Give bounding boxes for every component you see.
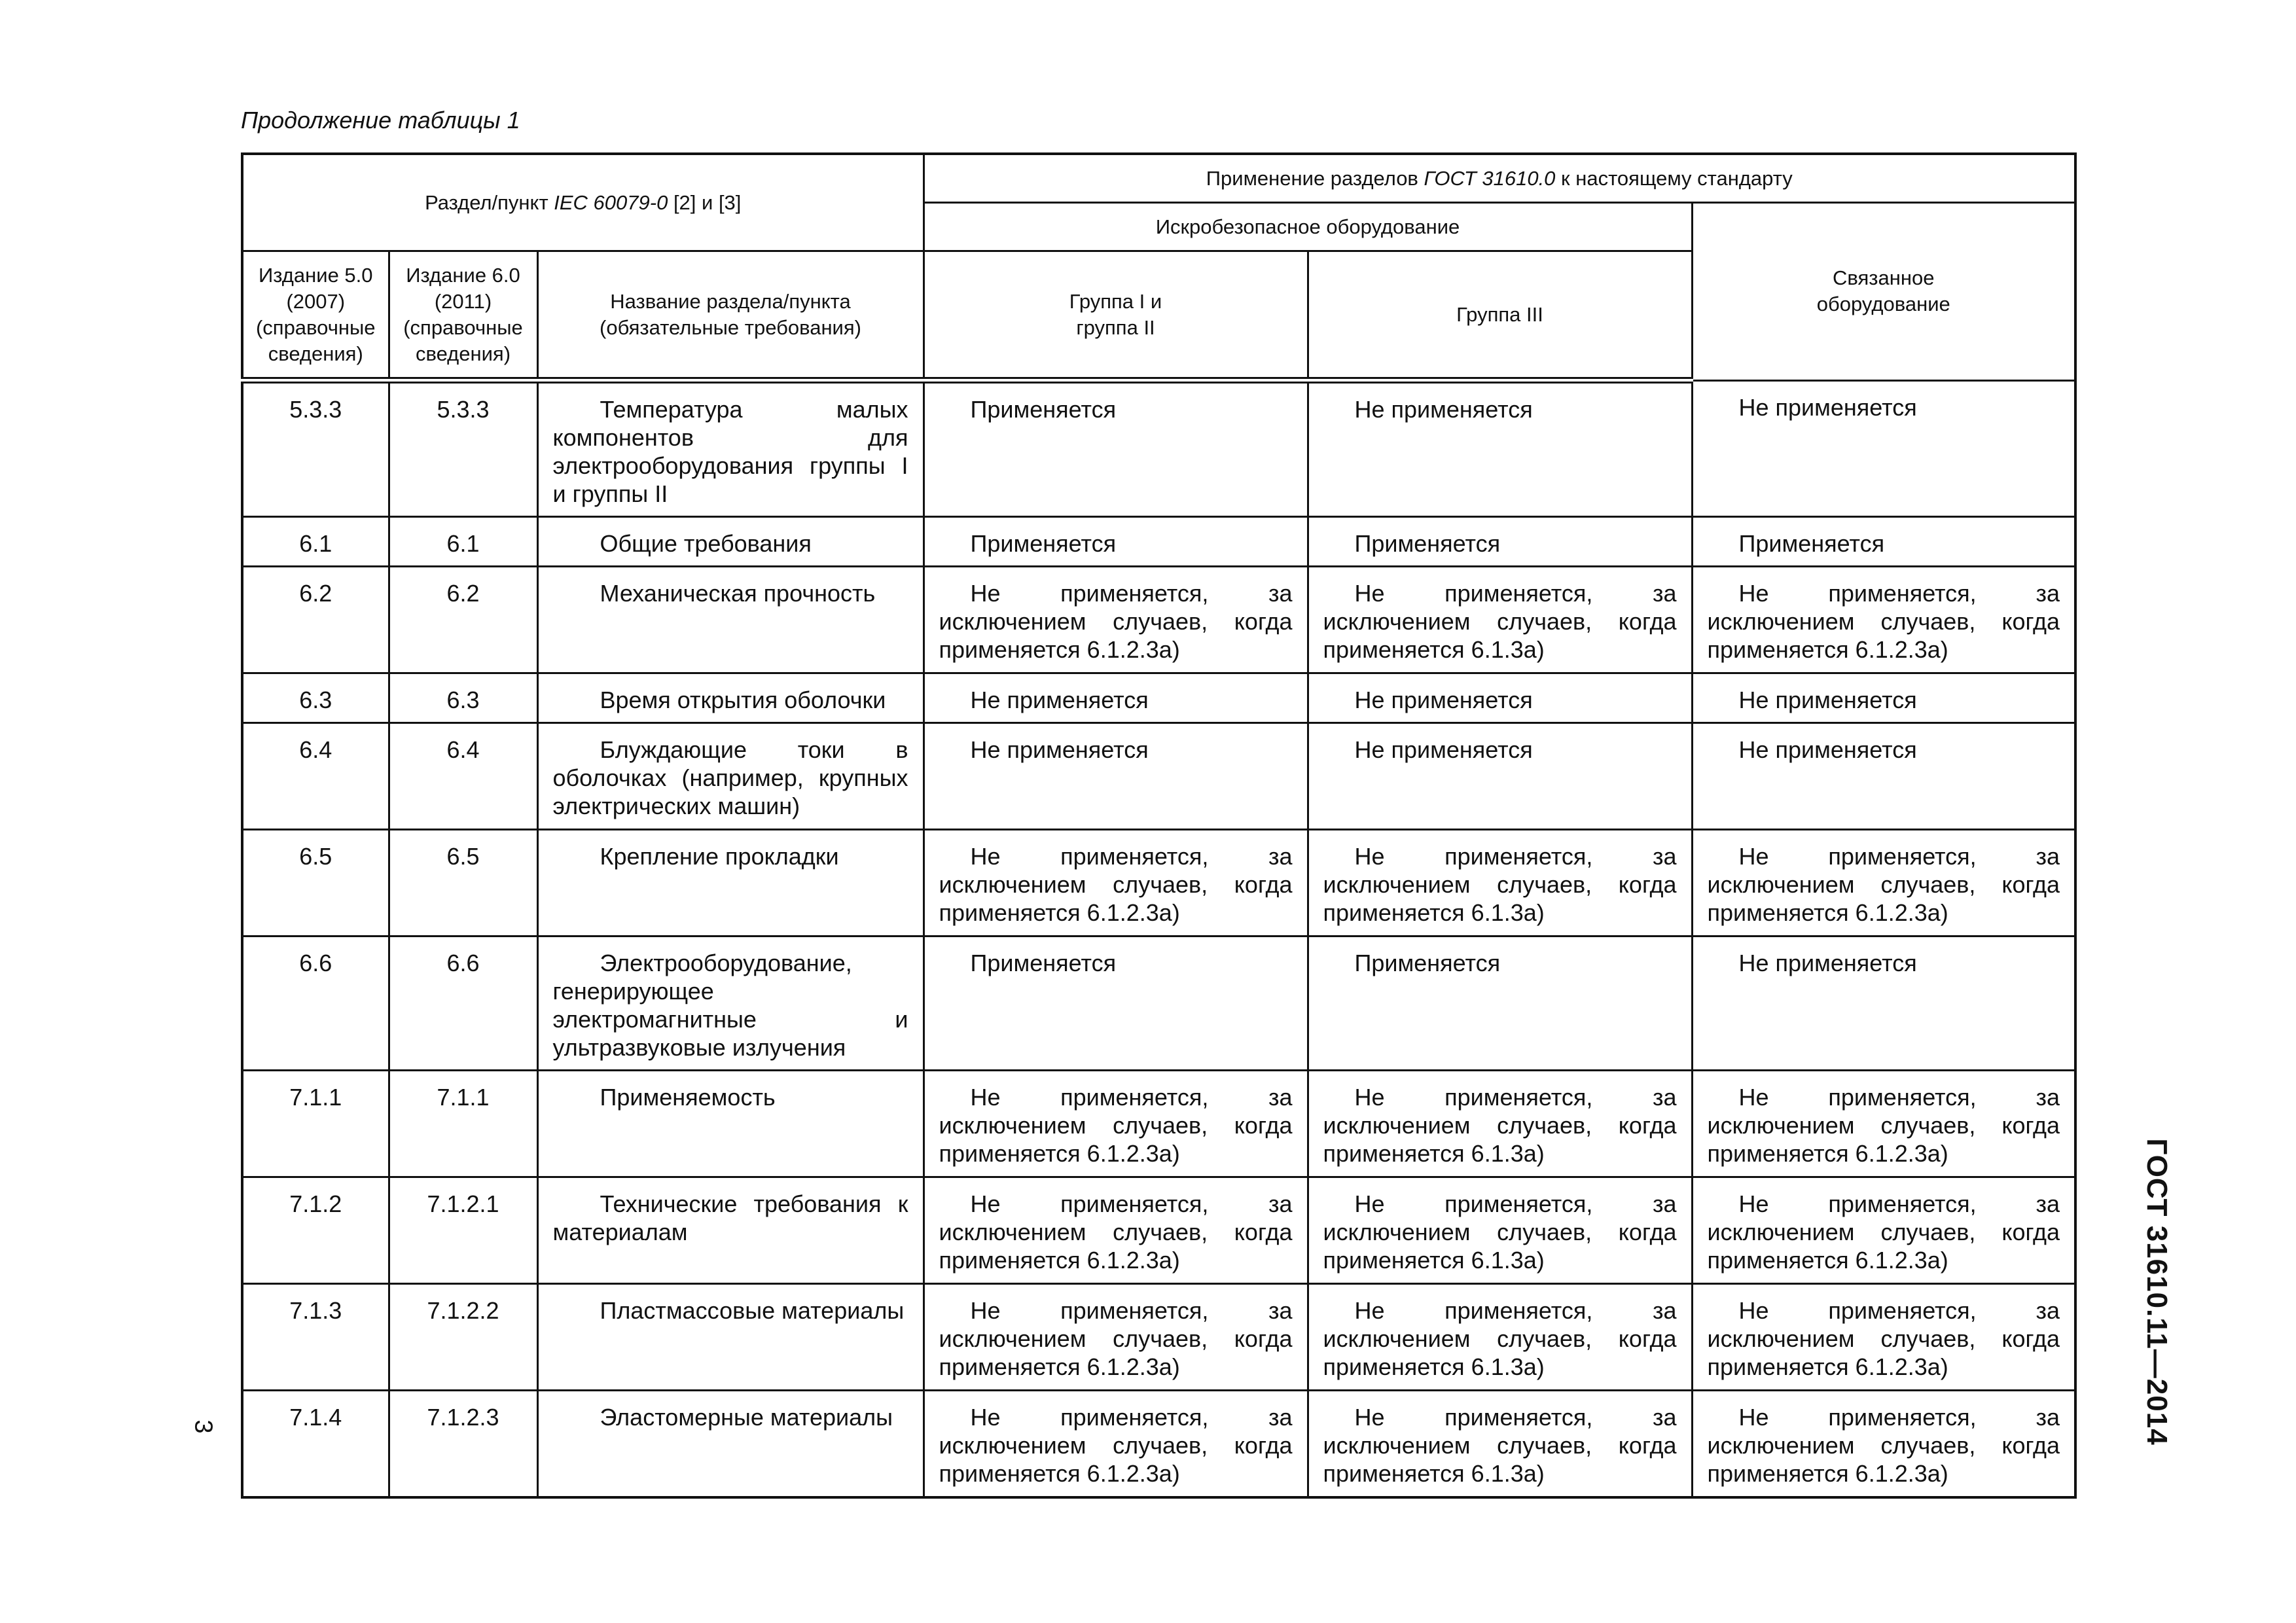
cell-group-1-2: Не применяется, за исключением случаев, когда применяется 6.1.2.3а) [924,1071,1308,1177]
cell-associated: Не применяется [1692,723,2075,830]
cell-edition-5: 7.1.2 [242,1177,389,1284]
table-row [242,567,2075,673]
table-row [242,723,2075,830]
cell-edition-6: 5.3.3 [389,380,537,517]
cell-section-name: Общие требования [537,517,924,567]
cell-edition-6: 7.1.2.2 [389,1284,537,1391]
header-associated-equipment: Связанное оборудование [1692,203,2075,381]
cell-group-3: Не применяется [1308,673,1692,723]
cell-edition-6: 6.5 [389,830,537,936]
cell-section-name: Механическая прочность [537,567,924,673]
table-row [242,1071,2075,1177]
cell-associated: Применяется [1692,517,2075,567]
cell-group-3: Применяется [1308,936,1692,1071]
cell-edition-6: 7.1.2.1 [389,1177,537,1284]
cell-group-3: Не применяется, за исключением случаев, когда применяется 6.1.3а) [1308,1071,1692,1177]
cell-edition-5: 6.5 [242,830,389,936]
cell-edition-6: 6.3 [389,673,537,723]
cell-edition-5: 6.3 [242,673,389,723]
table-row [242,1391,2075,1498]
header-edition-5: Издание 5.0 (2007) (справочные сведения) [242,251,389,381]
cell-section-name: Пластмассовые материалы [537,1284,924,1391]
cell-group-1-2: Не применяется, за исключением случаев, когда применяется 6.1.2.3а) [924,1284,1308,1391]
table-body [242,380,2075,1497]
cell-associated: Не применяется, за исключением случаев, когда применяется 6.1.2.3а) [1692,1071,2075,1177]
cell-edition-6: 6.2 [389,567,537,673]
cell-section-name: Применяемость [537,1071,924,1177]
cell-associated: Не применяется, за исключением случаев, когда применяется 6.1.2.3а) [1692,1391,2075,1498]
cell-section-name: Время открытия оболочки [537,673,924,723]
cell-edition-5: 5.3.3 [242,380,389,517]
cell-edition-5: 7.1.3 [242,1284,389,1391]
cell-section-name: Технические требования к материалам [537,1177,924,1284]
header-intrinsically-safe: Искробезопасное оборудование [924,203,1692,251]
cell-edition-6: 7.1.2.3 [389,1391,537,1498]
cell-group-3: Не применяется, за исключением случаев, когда применяется 6.1.3а) [1308,1284,1692,1391]
header-section-group: Раздел/пункт IEC 60079-0 [2] и [3] [242,154,924,251]
cell-group-3: Не применяется, за исключением случаев, когда применяется 6.1.3а) [1308,1391,1692,1498]
cell-group-1-2: Применяется [924,380,1308,517]
cell-group-1-2: Применяется [924,936,1308,1071]
cell-section-name: Блуждающие токи в оболочках (например, крупных электрических машин) [537,723,924,830]
table-row [242,673,2075,723]
cell-edition-5: 6.6 [242,936,389,1071]
cell-associated: Не применяется, за исключением случаев, когда применяется 6.1.2.3а) [1692,1177,2075,1284]
cell-group-3: Не применяется, за исключением случаев, когда применяется 6.1.3а) [1308,567,1692,673]
cell-associated: Не применяется [1692,936,2075,1071]
cell-edition-5: 6.2 [242,567,389,673]
cell-edition-5: 7.1.4 [242,1391,389,1498]
table-row [242,936,2075,1071]
table-header [242,154,2075,380]
cell-group-1-2: Не применяется [924,673,1308,723]
cell-edition-5: 6.1 [242,517,389,567]
table-row [242,517,2075,567]
cell-group-1-2: Не применяется, за исключением случаев, когда применяется 6.1.2.3а) [924,567,1308,673]
standards-table [241,152,2077,1499]
table-row [242,1177,2075,1284]
cell-edition-6: 7.1.1 [389,1071,537,1177]
table-row [242,1284,2075,1391]
cell-associated: Не применяется, за исключением случаев, когда применяется 6.1.2.3а) [1692,830,2075,936]
cell-associated: Не применяется [1692,380,2075,517]
cell-section-name: Электрооборудование, генерирующее электромагнитные и ультразвуковые излучения [537,936,924,1071]
document-code: ГОСТ 31610.11—2014 [2141,1138,2173,1446]
cell-group-3: Не применяется, за исключением случаев, когда применяется 6.1.3а) [1308,830,1692,936]
cell-group-3: Применяется [1308,517,1692,567]
cell-edition-6: 6.4 [389,723,537,830]
cell-edition-5: 6.4 [242,723,389,830]
cell-associated: Не применяется, за исключением случаев, когда применяется 6.1.2.3а) [1692,1284,2075,1391]
cell-associated: Не применяется, за исключением случаев, когда применяется 6.1.2.3а) [1692,567,2075,673]
header-group-3: Группа III [1308,251,1692,381]
header-group-1-2: Группа I и группа II [924,251,1308,381]
table-row [242,830,2075,936]
cell-edition-5: 7.1.1 [242,1071,389,1177]
cell-group-1-2: Не применяется [924,723,1308,830]
header-edition-6: Издание 6.0 (2011) (справочные сведения) [389,251,537,381]
cell-group-3: Не применяется [1308,380,1692,517]
cell-section-name: Крепление прокладки [537,830,924,936]
cell-edition-6: 6.6 [389,936,537,1071]
cell-group-1-2: Применяется [924,517,1308,567]
cell-group-1-2: Не применяется, за исключением случаев, когда применяется 6.1.2.3а) [924,1391,1308,1498]
cell-group-3: Не применяется [1308,723,1692,830]
cell-group-1-2: Не применяется, за исключением случаев, когда применяется 6.1.2.3а) [924,1177,1308,1284]
cell-section-name: Эластомерные материалы [537,1391,924,1498]
cell-group-1-2: Не применяется, за исключением случаев, когда применяется 6.1.2.3а) [924,830,1308,936]
header-application: Применение разделов ГОСТ 31610.0 к настоящему стандарту [924,154,2075,203]
page-number: 3 [189,1419,217,1434]
table-caption: Продолжение таблицы 1 [241,107,520,134]
cell-edition-6: 6.1 [389,517,537,567]
cell-section-name: Температура малых компонентов для электрооборудования группы I и группы II [537,380,924,517]
cell-group-3: Не применяется, за исключением случаев, когда применяется 6.1.3а) [1308,1177,1692,1284]
table-row [242,380,2075,517]
header-section-name: Название раздела/пункта (обязательные требования) [537,251,924,381]
cell-associated: Не применяется [1692,673,2075,723]
